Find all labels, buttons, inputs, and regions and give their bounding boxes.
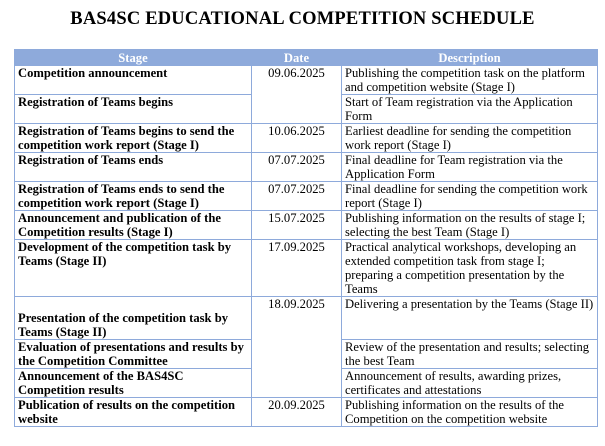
stage-cell: Registration of Teams ends to send the competition work report (Stage I) (15, 182, 252, 211)
stage-cell: Publication of results on the competition website (15, 398, 252, 427)
header-date: Date (252, 50, 342, 66)
description-cell: Announcement of results, awarding prizes, certificates and attestations (342, 369, 598, 398)
table-row (15, 211, 598, 240)
date-cell: 18.09.2025 (252, 297, 342, 398)
description-cell: Publishing information on the results of stage I; selecting the best Team (Stage I) (342, 211, 598, 240)
page-title: BAS4SC EDUCATIONAL COMPETITION SCHEDULE (70, 9, 535, 29)
date-cell: 17.09.2025 (252, 240, 342, 297)
date-cell: 07.07.2025 (252, 182, 342, 211)
description-cell: Review of the presentation and results; selecting the best Team (342, 340, 598, 369)
table-row (15, 182, 598, 211)
date-cell: 20.09.2025 (252, 398, 342, 427)
stage-cell: Announcement of the BAS4SC Competition results (15, 369, 252, 398)
table-header-row (15, 50, 598, 66)
date-cell: 09.06.2025 (252, 66, 342, 124)
header-description: Description (342, 50, 598, 66)
description-cell: Publishing the competition task on the platform and competition website (Stage I) (342, 66, 598, 95)
table-row (15, 153, 598, 182)
description-cell: Earliest deadline for sending the competition work report (Stage I) (342, 124, 598, 153)
date-cell: 15.07.2025 (252, 211, 342, 240)
description-cell: Final deadline for sending the competition work report (Stage I) (342, 182, 598, 211)
table-row (15, 66, 598, 95)
stage-cell: Evaluation of presentations and results by the Competition Committee (15, 340, 252, 369)
date-cell: 10.06.2025 (252, 124, 342, 153)
description-cell: Final deadline for Team registration via the Application Form (342, 153, 598, 182)
stage-cell: Registration of Teams begins to send the competition work report (Stage I) (15, 124, 252, 153)
description-cell: Delivering a presentation by the Teams (Stage II) (342, 297, 598, 340)
stage-cell: Registration of Teams ends (15, 153, 252, 182)
stage-cell: Presentation of the competition task by Teams (Stage II) (15, 297, 252, 340)
header-stage: Stage (15, 50, 252, 66)
table-row (15, 124, 598, 153)
stage-cell: Registration of Teams begins (15, 95, 252, 124)
table-row (15, 398, 598, 427)
table-row (15, 240, 598, 297)
schedule-table (14, 49, 598, 427)
stage-cell: Development of the competition task by Teams (Stage II) (15, 240, 252, 297)
date-cell: 07.07.2025 (252, 153, 342, 182)
description-cell: Practical analytical workshops, developing an extended competition task from stage I; preparing a competition presentation by the Teams (342, 240, 598, 297)
description-cell: Publishing information on the results of the Competition on the competition website (342, 398, 598, 427)
stage-cell: Competition announcement (15, 66, 252, 95)
stage-cell: Announcement and publication of the Competition results (Stage I) (15, 211, 252, 240)
table-row (15, 297, 598, 340)
description-cell: Start of Team registration via the Application Form (342, 95, 598, 124)
